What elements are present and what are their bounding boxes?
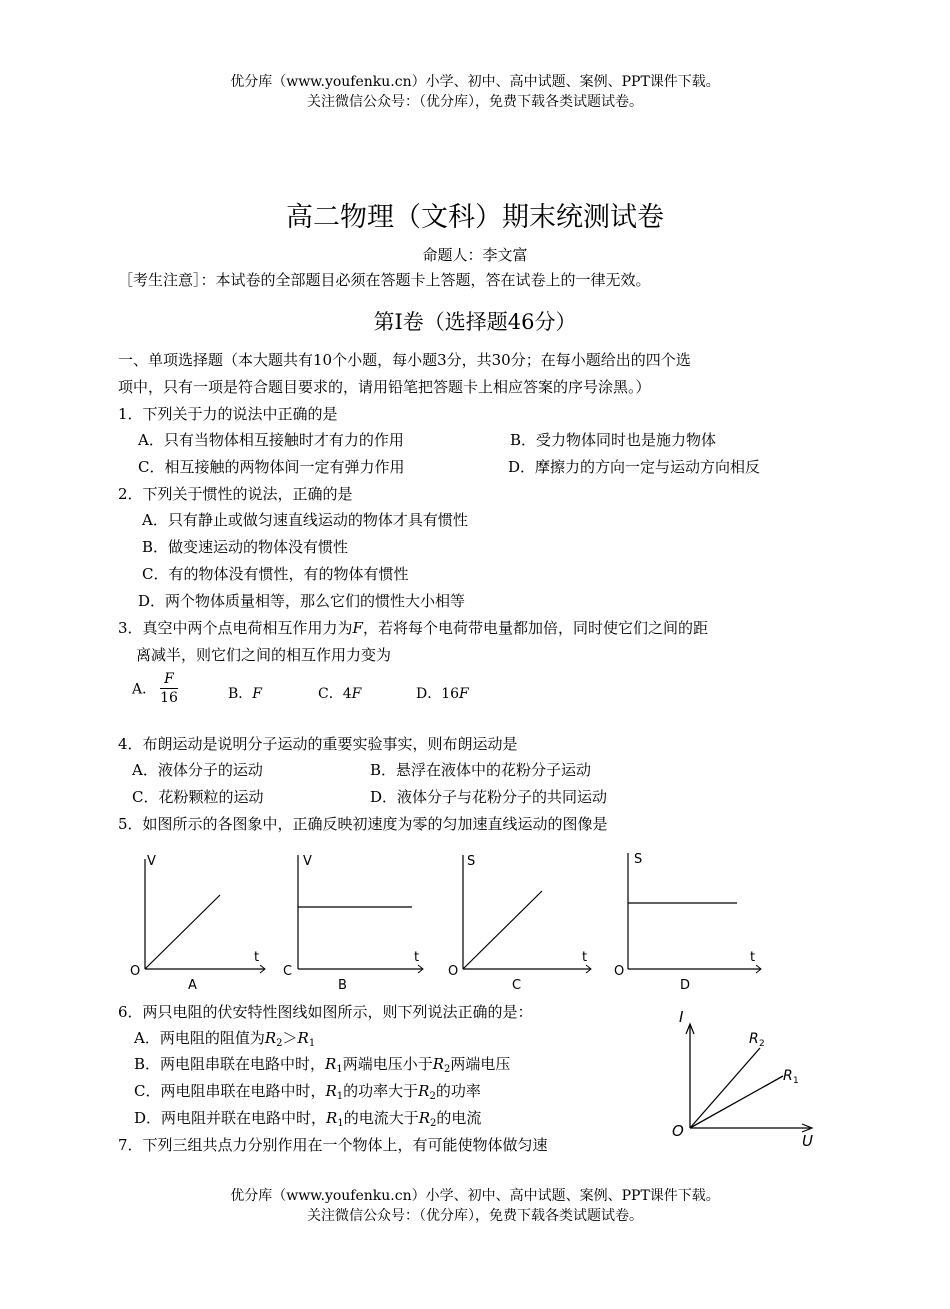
q2-option-b: B．做变速运动的物体没有惯性 xyxy=(142,538,349,556)
graph-a-x-label: t xyxy=(254,950,260,965)
iu-graph-r1-sub: 1 xyxy=(793,1076,799,1086)
author: 命题人：李文富 xyxy=(422,246,528,264)
notice: ［考生注意］：本试卷的全部题目必须在答题卡上答题，答在试卷上的一律无效。 xyxy=(118,271,651,289)
iu-graph-r2-label: R xyxy=(749,1031,759,1047)
graph-d xyxy=(614,852,761,993)
graph-b xyxy=(283,854,423,993)
graph-c-y-label: S xyxy=(467,854,476,869)
iu-graph-line-r1 xyxy=(690,1076,783,1128)
graph-d-origin: O xyxy=(614,964,625,979)
fraction-f-over-16: $\frac{F}{16}$ xyxy=(160,671,178,706)
footer-line-1: 优分库（www.youfenku.cn）小学、初中、高中试题、案例、PPT课件下载。 xyxy=(230,1188,720,1204)
q5-stem: 5．如图所示的各图象中，正确反映初速度为零的匀加速直线运动的图像是 xyxy=(118,815,608,833)
q3-option-a: A． $\frac{F}{16}$ xyxy=(132,671,178,706)
graph-b-origin: C xyxy=(283,964,293,979)
graph-b-name: B xyxy=(338,978,347,993)
instructions-line-1: 一、单项选择题（本大题共有10个小题，每小题3分，共30分；在每小题给出的四个选 xyxy=(118,351,691,369)
graph-c-name: C xyxy=(512,978,522,993)
q3-line-2: 离减半，则它们之间的相互作用力变为 xyxy=(136,646,392,664)
q3-line-1: 3．真空中两个点电荷相互作用力为F，若将每个电荷带电量都加倍，同时使它们之间的距 xyxy=(118,619,708,637)
q6-option-d: D．两电阻并联在电路中时，$R_1$的电流大于$R_2$的电流 xyxy=(134,1109,482,1129)
graph-d-x-label: t xyxy=(750,950,756,965)
graph-a-line xyxy=(145,895,220,969)
q7-stem: 7．下列三组共点力分别作用在一个物体上，有可能使物体做匀速 xyxy=(118,1136,548,1154)
q6-option-a: A．两电阻的阻值为$R_2>R_1$ xyxy=(134,1029,316,1049)
iu-graph-origin: O xyxy=(672,1122,684,1140)
iu-graph-line-r2 xyxy=(690,1048,760,1128)
graph-d-name: D xyxy=(680,978,691,993)
graph-a xyxy=(130,854,265,993)
q6-option-c: C．两电阻串联在电路中时，$R_1$的功率大于$R_2$的功率 xyxy=(134,1082,481,1102)
header-line-2: 关注微信公众号：（优分库），免费下载各类试题试卷。 xyxy=(307,94,643,110)
instructions-line-2: 项中，只有一项是符合题目要求的，请用铅笔把答题卡上相应答案的序号涂黑。） xyxy=(118,378,651,396)
graph-c xyxy=(448,854,591,993)
footer-line-2: 关注微信公众号：（优分库），免费下载各类试题试卷。 xyxy=(307,1208,643,1224)
q3-option-c: C．4F xyxy=(318,686,362,702)
graph-d-y-label: S xyxy=(634,852,643,867)
q4-stem: 4．布朗运动是说明分子运动的重要实验事实，则布朗运动是 xyxy=(118,735,518,753)
q6-stem: 6．两只电阻的伏安特性图线如图所示，则下列说法正确的是： xyxy=(118,1003,533,1021)
q1-stem: 1．下列关于力的说法中正确的是 xyxy=(118,405,338,423)
graph-a-origin: O xyxy=(130,964,141,979)
q4-option-a: A．液体分子的运动 xyxy=(132,761,263,779)
q2-stem: 2．下列关于惯性的说法，正确的是 xyxy=(118,485,353,503)
q4-option-b: B．悬浮在液体中的花粉分子运动 xyxy=(370,761,592,779)
iu-graph-r1-label: R xyxy=(783,1068,793,1084)
graph-b-y-label: V xyxy=(303,854,312,869)
graph-c-origin: O xyxy=(448,964,459,979)
iu-graph-x-label: U xyxy=(802,1132,813,1150)
q4-option-d: D．液体分子与花粉分子的共同运动 xyxy=(370,788,608,806)
q6-option-b: B．两电阻串联在电路中时，$R_1$两端电压小于$R_2$两端电压 xyxy=(134,1055,511,1075)
section-title: 第Ⅰ卷（选择题46分） xyxy=(373,310,577,334)
header-line-1: 优分库（www.youfenku.cn）小学、初中、高中试题、案例、PPT课件下载。 xyxy=(230,74,720,90)
graph-c-x-label: t xyxy=(582,950,588,965)
graph-c-line xyxy=(463,891,542,969)
q4-option-c: C．花粉颗粒的运动 xyxy=(132,788,264,806)
q3-option-b: B．F xyxy=(228,686,263,702)
iu-graph-y-label: I xyxy=(679,1008,684,1026)
q2-option-c: C．有的物体没有惯性，有的物体有惯性 xyxy=(142,565,409,583)
q5-graphs xyxy=(120,845,780,995)
q2-option-a: A．只有静止或做匀速直线运动的物体才具有惯性 xyxy=(142,511,468,529)
q1-option-c: C．相互接触的两物体间一定有弹力作用 xyxy=(138,458,405,476)
page-title: 高二物理（文科）期末统测试卷 xyxy=(286,202,664,233)
q3-option-d: D．16F xyxy=(416,686,469,702)
graph-b-x-label: t xyxy=(414,950,420,965)
q1-option-d: D．摩擦力的方向一定与运动方向相反 xyxy=(508,458,761,476)
iu-graph-r2-sub: 2 xyxy=(759,1039,765,1049)
q1-option-b: B．受力物体同时也是施力物体 xyxy=(510,431,717,449)
q2-option-d: D．两个物体质量相等，那么它们的惯性大小相等 xyxy=(138,592,466,610)
q1-option-a: A．只有当物体相互接触时才有力的作用 xyxy=(138,431,404,449)
graph-a-y-label: V xyxy=(147,854,156,869)
iu-graph xyxy=(665,1000,830,1155)
graph-a-name: A xyxy=(188,978,197,993)
